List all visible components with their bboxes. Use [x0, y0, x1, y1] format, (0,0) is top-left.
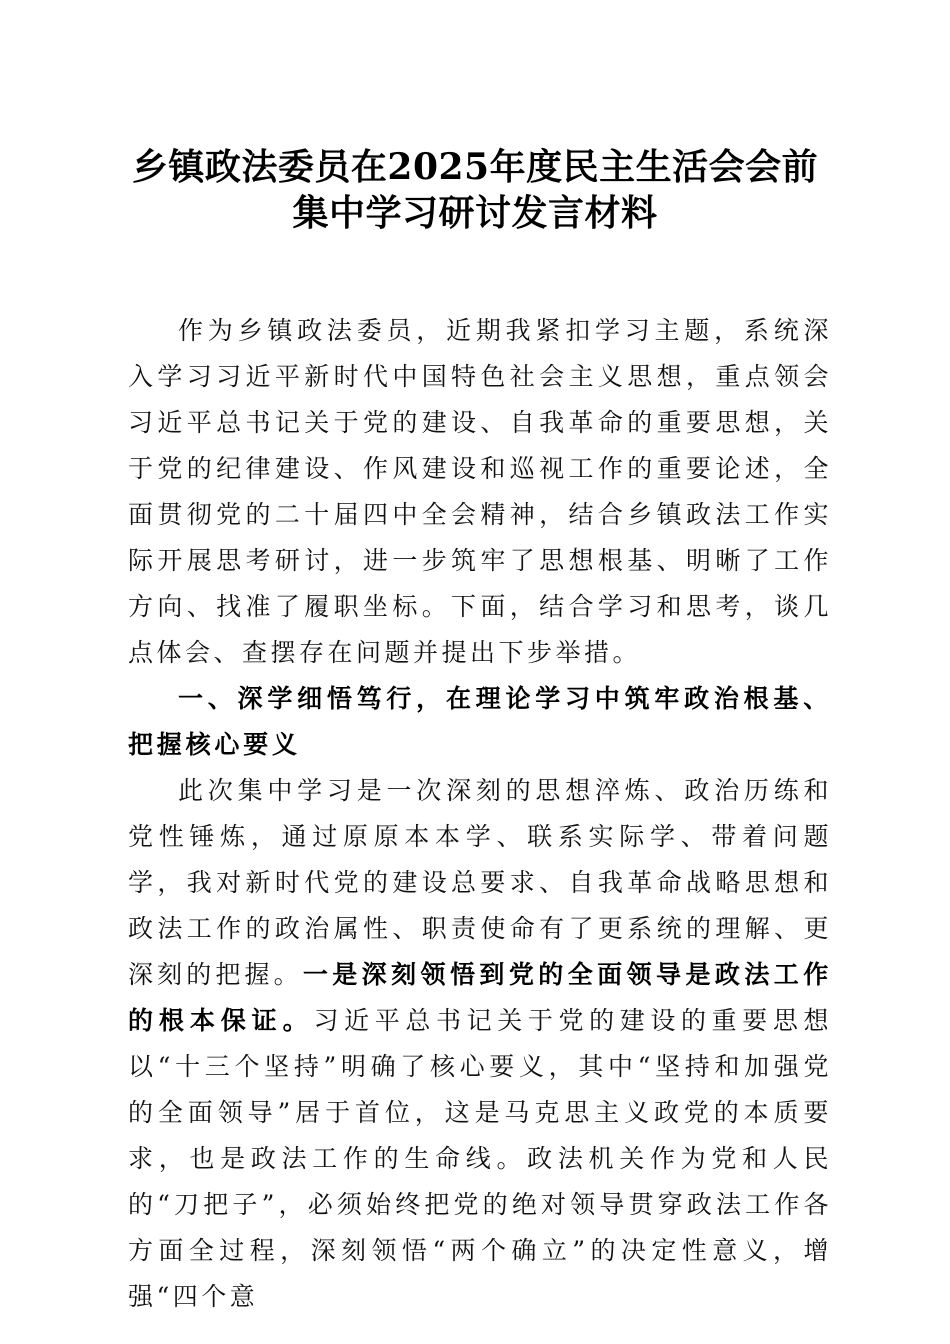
section-1-text-rest: 习近平总书记关于党的建设的重要思想以“十三个坚持”明确了核心要义，其中“坚持和加强党的全面领导”居于首位，这是马克思主义政党的本质要求，也是政法工作的生命线。政法机关作为党和人民的“刀把子”，必须始终把党的绝对领导贯穿政法工作各方面全过程，深刻领悟“两个确立”的决定性意义，增强“四个意 — [128, 1006, 832, 1311]
section-1-text-start: 此次集中学习是一次深刻的思想淬炼、政治历练和党性锤炼，通过原原本本学、联系实际学、带着问题学，我对新时代党的建设总要求、自我革命战略思想和政法工作的政治属性、职责使命有了更系统的理解、更深刻的把握。 — [128, 776, 832, 989]
section-1-heading: 一、深学细悟笃行，在理论学习中筑牢政治根基、把握核心要义 — [128, 684, 832, 759]
section-1-paragraph — [128, 768, 832, 1320]
document-title: 乡镇政法委员在2025年度民主生活会会前集中学习研讨发言材料 — [131, 146, 819, 234]
intro-paragraph: 作为乡镇政法委员，近期我紧扣学习主题，系统深入学习习近平新时代中国特色社会主义思想，重点领会习近平总书记关于党的建设、自我革命的重要思想，关于党的纪律建设、作风建设和巡视工作的重要论述，全面贯彻党的二十届四中全会精神，结合乡镇政法工作实际开展思考研讨，进一步筑牢了思想根基、明晰了工作方向、找准了履职坐标。下面，结合学习和思考，谈几点体会、查摆存在问题并提出下步举措。 — [128, 316, 832, 667]
section-1-bold-point: 一是深刻领悟到党的全面领导是政法工作的根本保证。 — [128, 960, 832, 1035]
document-body — [128, 308, 832, 1320]
